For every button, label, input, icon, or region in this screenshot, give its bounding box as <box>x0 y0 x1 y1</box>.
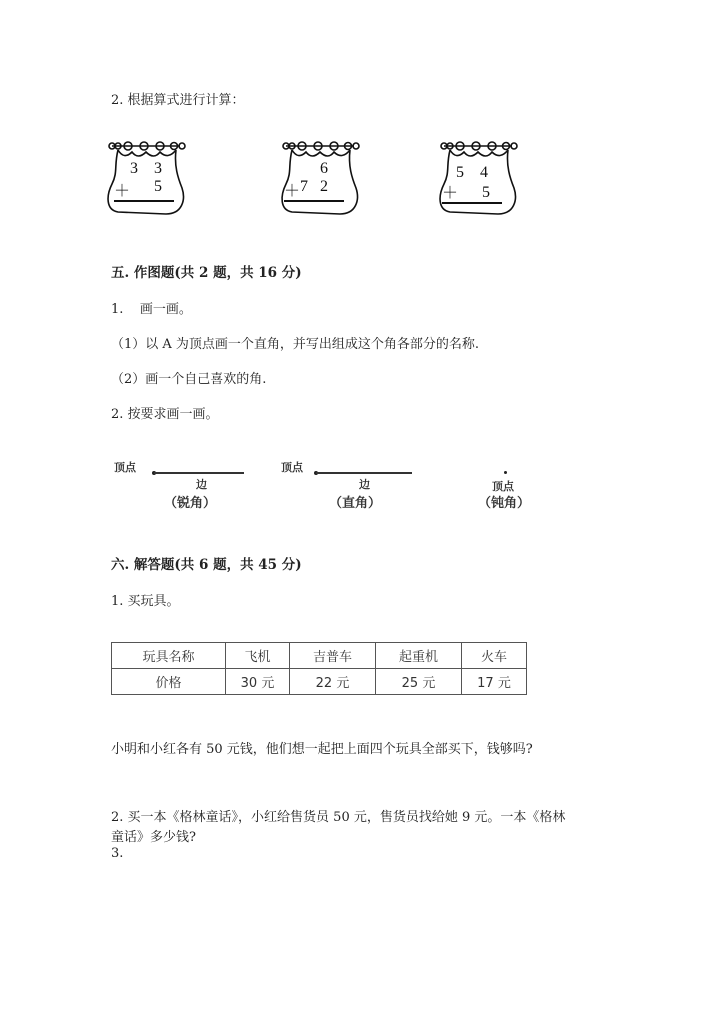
table-cell: 22 元 <box>290 669 376 695</box>
table-row <box>112 669 527 695</box>
toy-price-table <box>111 642 527 695</box>
table-cell: 17 元 <box>462 669 527 695</box>
vertex-label: 顶点 <box>492 480 514 493</box>
side-ray <box>316 472 412 474</box>
plus-sign: ＋ <box>442 185 459 202</box>
sum-line <box>442 202 502 204</box>
table-cell: 起重机 <box>376 643 462 669</box>
addition-bag-2 <box>278 136 362 220</box>
section-5-q1-part1: （1）以 A 为顶点画一个直角，并写出组成这个角各部分的名称. <box>111 337 480 352</box>
digit: 2 <box>320 178 328 195</box>
section-6-q2-line2: 童话》多少钱? <box>111 830 196 845</box>
question-2-title: 2. 根据算式进行计算： <box>111 93 245 108</box>
plus-sign: ＋ <box>284 183 301 200</box>
section-6-heading: 六. 解答题(共 6 题，共 45 分) <box>111 557 302 573</box>
table-cell: 吉普车 <box>290 643 376 669</box>
section-6-q1-question: 小明和小红各有 50 元钱，他们想一起把上面四个玩具全部买下，钱够吗? <box>111 742 533 757</box>
section-6-q2-line1: 2. 买一本《格林童话》，小红给售货员 50 元，售货员找给她 9 元。一本《格林 <box>111 810 566 825</box>
section-6-q3-title: 3. <box>111 846 124 861</box>
vertex-label: 顶点 <box>114 461 136 474</box>
plus-sign: ＋ <box>114 183 131 200</box>
section-5-q1-part2: （2）画一个自己喜欢的角. <box>111 372 267 387</box>
angle-type-label: （钝角） <box>478 496 531 511</box>
angle-type-label: （直角） <box>329 496 382 511</box>
digit: 5 <box>482 184 490 201</box>
digit: 6 <box>320 160 328 177</box>
table-cell: 价格 <box>112 669 226 695</box>
table-cell: 25 元 <box>376 669 462 695</box>
vertex-point <box>504 471 507 474</box>
sum-line <box>284 200 344 202</box>
section-5-q1-title: 1. 画一画。 <box>111 302 192 317</box>
side-label: 边 <box>196 478 207 491</box>
section-6-q1-title: 1. 买玩具。 <box>111 594 180 609</box>
side-label: 边 <box>359 478 370 491</box>
table-header-row <box>112 643 527 669</box>
digit: 5 <box>456 164 464 181</box>
section-5-q2-title: 2. 按要求画一画。 <box>111 407 219 422</box>
table-cell: 火车 <box>462 643 527 669</box>
digit: 3 <box>154 160 162 177</box>
side-ray <box>154 472 244 474</box>
digit: 4 <box>480 164 488 181</box>
addition-bag-1 <box>104 136 188 220</box>
bag-icon <box>436 136 520 220</box>
table-cell: 飞机 <box>226 643 290 669</box>
addition-bag-3 <box>436 136 520 220</box>
digit: 5 <box>154 178 162 195</box>
vertex-label: 顶点 <box>281 461 303 474</box>
digit: 7 <box>300 178 308 195</box>
table-cell: 30 元 <box>226 669 290 695</box>
digit: 3 <box>130 160 138 177</box>
sum-line <box>114 200 174 202</box>
table-cell: 玩具名称 <box>112 643 226 669</box>
angle-type-label: （锐角） <box>164 496 217 511</box>
section-5-heading: 五. 作图题(共 2 题，共 16 分) <box>111 265 302 281</box>
